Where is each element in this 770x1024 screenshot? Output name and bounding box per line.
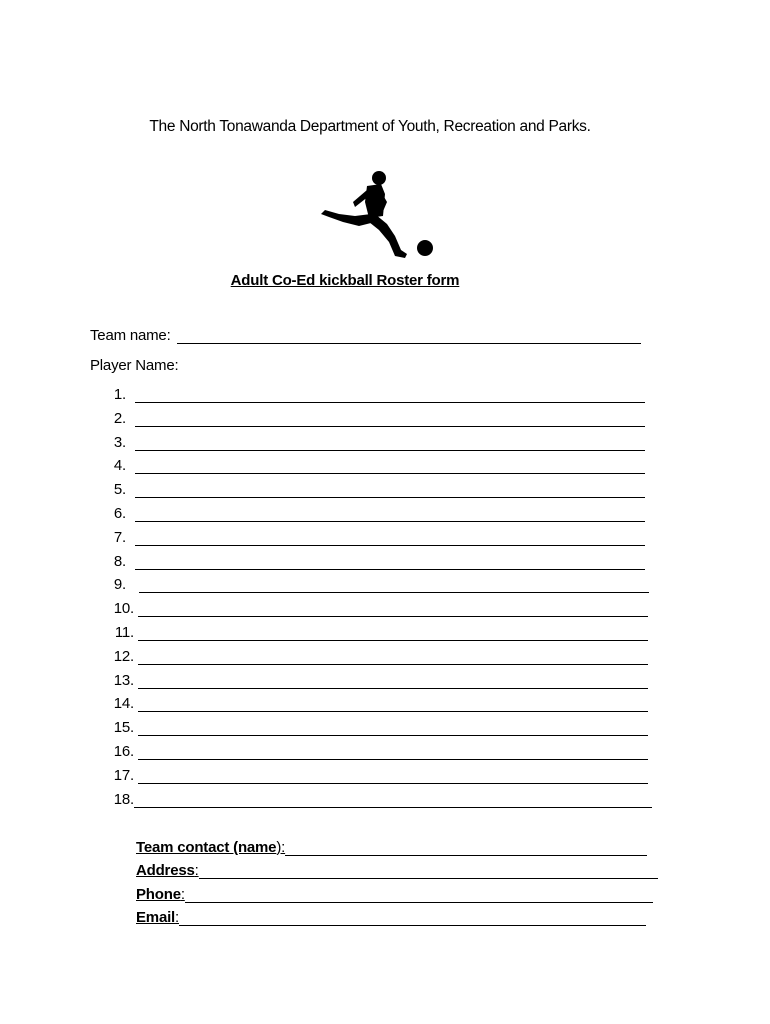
player-number: 1.	[113, 386, 126, 403]
contact-name-field[interactable]	[285, 840, 647, 856]
player-row	[112, 764, 648, 784]
player-name-label-row	[90, 354, 178, 374]
player-name-field[interactable]	[135, 411, 645, 427]
team-name-field[interactable]	[177, 328, 641, 344]
player-name-field[interactable]	[138, 720, 648, 736]
phone-field[interactable]	[185, 887, 653, 903]
player-name-field[interactable]	[139, 577, 649, 593]
team-name-label: Team name:	[90, 327, 171, 344]
phone-label: Phone	[136, 886, 181, 903]
player-number: 4.	[113, 457, 126, 474]
phone-row	[136, 883, 653, 903]
email-colon: :	[175, 909, 179, 926]
player-number: 17.	[113, 767, 134, 784]
player-name-field[interactable]	[138, 673, 648, 689]
form-title: Adult Co-Ed kickball Roster form	[230, 272, 460, 289]
player-number: 7.	[113, 529, 126, 546]
address-colon: :	[194, 862, 199, 879]
player-row	[112, 383, 645, 403]
player-row	[112, 454, 645, 474]
email-field[interactable]	[179, 910, 646, 926]
contact-name-suffix: ):	[276, 839, 286, 856]
address-field[interactable]	[199, 863, 658, 879]
player-number: 10.	[113, 600, 134, 617]
player-name-field[interactable]	[134, 792, 652, 808]
player-name-field[interactable]	[138, 768, 648, 784]
player-number: 8.	[113, 553, 126, 570]
player-row	[112, 407, 645, 427]
address-label: Address	[136, 862, 195, 879]
contact-name-row	[136, 836, 647, 856]
player-row	[112, 526, 645, 546]
player-row	[112, 478, 645, 498]
player-name-field[interactable]	[138, 601, 648, 617]
player-number: 3.	[113, 434, 126, 451]
player-name-field[interactable]	[138, 696, 648, 712]
player-row	[112, 550, 645, 570]
phone-colon: :	[180, 886, 185, 903]
player-row	[112, 573, 649, 593]
player-number: 14.	[113, 695, 134, 712]
player-name-field[interactable]	[138, 744, 648, 760]
player-number: 6.	[113, 505, 126, 522]
player-name-field[interactable]	[135, 530, 645, 546]
player-name-field[interactable]	[138, 649, 648, 665]
player-name-field[interactable]	[135, 458, 645, 474]
player-name-field[interactable]	[135, 435, 645, 451]
player-row	[112, 431, 645, 451]
player-name-field[interactable]	[138, 625, 648, 641]
player-row	[112, 669, 648, 689]
player-name-field[interactable]	[135, 554, 645, 570]
player-number: 2.	[113, 410, 126, 427]
player-number: 13.	[113, 672, 134, 689]
player-number: 11.	[114, 624, 134, 641]
contact-name-label: Team contact (name	[136, 839, 277, 856]
kicker-silhouette-icon	[315, 164, 437, 264]
player-row	[112, 716, 648, 736]
email-label: Email	[136, 909, 176, 926]
department-header: The North Tonawanda Department of Youth, Recreation and Parks.	[149, 118, 591, 135]
player-row	[112, 692, 648, 712]
email-row	[136, 906, 646, 926]
player-row	[112, 597, 648, 617]
player-name-label: Player Name:	[90, 357, 179, 374]
player-row	[112, 621, 648, 641]
player-number: 15.	[113, 719, 134, 736]
player-row	[112, 788, 652, 808]
player-row	[112, 502, 645, 522]
team-name-row	[90, 324, 641, 344]
player-number: 18.	[113, 791, 134, 808]
player-name-field[interactable]	[135, 387, 645, 403]
player-number: 12.	[113, 648, 134, 665]
player-number: 5.	[113, 481, 126, 498]
player-row	[112, 645, 648, 665]
player-number: 9.	[113, 576, 126, 593]
player-row	[112, 740, 648, 760]
player-name-field[interactable]	[135, 482, 645, 498]
address-row	[136, 859, 658, 879]
player-number: 16.	[113, 743, 134, 760]
player-name-field[interactable]	[135, 506, 645, 522]
